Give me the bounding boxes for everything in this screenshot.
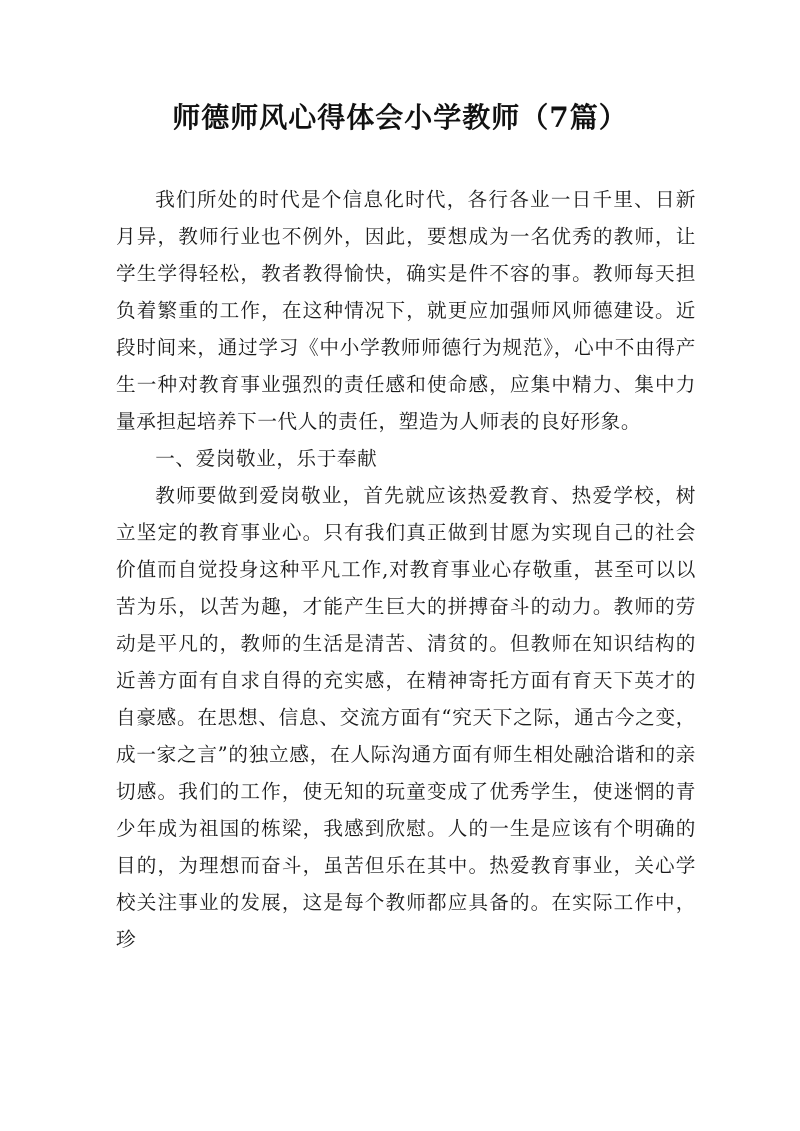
document-title: 师德师风心得体会小学教师（7篇） xyxy=(172,101,628,134)
body-paragraph: 教师要做到爱岗敬业，首先就应该热爱教育、热爱学校，树立坚定的教育事业心。只有我们真正做到甘愿为实现自己的社会价值而自觉投身这种平凡工作,对教育事业心存敬重，甚至可以以苦为乐，以苦为趣，才能产生巨大的拼搏奋斗的动力。教师的劳动是平凡的，教师的生活是清苦、清贫的。但教师在知识结构的近善方面有自求自得的充实感，在精神寄托方面有育天下英才的自豪感。在思想、信息、交流方面有“究天下之际，通古今之变，成一家之言”的独立感，在人际沟通方面有师生相处融洽谐和的亲切感。我们的工作，使无知的玩童变成了优秀学生，使迷惘的青少年成为祖国的栋梁，我感到欣慰。人的一生是应该有个明确的目的，为理想而奋斗，虽苦但乐在其中。热爱教育事业，关心学校关注事业的发展，这是每个教师都应具备的。在实际工作中，珍 xyxy=(116,484,696,951)
document-body xyxy=(116,181,696,958)
section-heading: 一、爱岗敬业，乐于奉献 xyxy=(155,447,378,470)
intro-paragraph: 我们所处的时代是个信息化时代，各行各业一日千里、日新月异，教师行业也不例外，因此，要想成为一名优秀的教师，让学生学得轻松，教者教得愉快，确实是件不容的事。教师每天担负着繁重的工作，在这种情况下，就更应加强师风师德建设。近段时间来，通过学习《中小学教师师德行为规范》，心中不由得产生一种对教育事业强烈的责任感和使命感，应集中精力、集中力量承担起培养下一代人的责任，塑造为人师表的良好形象。 xyxy=(116,188,696,433)
